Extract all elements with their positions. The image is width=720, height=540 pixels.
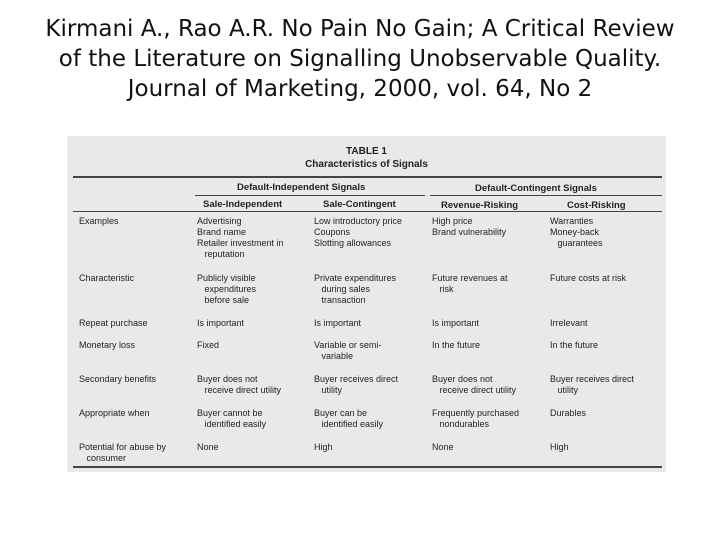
cell-monetary-loss-sale-independent: Fixed [197, 340, 220, 350]
row-label-characteristic: Characteristic [79, 273, 135, 283]
cell-examples-sale-contingent: Low introductory price Coupons Slotting allowances [314, 216, 403, 248]
row-label-secondary-benefits: Secondary benefits [79, 374, 157, 384]
title-line-3: Journal of Marketing, 2000, vol. 64, No 2 [127, 76, 593, 102]
cell-repeat-purchase-sale-independent: Is important [197, 318, 245, 328]
cell-repeat-purchase-cost-risking: Irrelevant [550, 318, 588, 328]
subheader-revenue-risking: Revenue-Risking [441, 200, 519, 211]
cell-examples-cost-risking: Warranties Money-back guarantees [550, 216, 603, 248]
header-bottom-rule [73, 211, 662, 212]
cell-appropriate-when-cost-risking: Durables [550, 408, 587, 418]
cell-secondary-benefits-cost-risking: Buyer receives direct utility [550, 374, 635, 395]
table-bottom-rule [73, 466, 662, 468]
row-label-appropriate-when: Appropriate when [79, 408, 150, 418]
cell-potential-abuse-sale-independent: None [197, 442, 219, 452]
cell-characteristic-cost-risking: Future costs at risk [550, 273, 627, 283]
cell-appropriate-when-sale-contingent: Buyer can be identified easily [314, 408, 384, 429]
subheader-sale-contingent: Sale-Contingent [323, 199, 396, 210]
row-label-potential-for-abuse: Potential for abuse by consumer [79, 442, 167, 463]
cell-repeat-purchase-revenue-risking: Is important [432, 318, 480, 328]
cell-appropriate-when-revenue-risking: Frequently purchased nondurables [432, 408, 520, 429]
table-top-rule [73, 176, 662, 178]
cell-examples-revenue-risking: High price Brand vulnerability [432, 216, 507, 237]
group-header-default-contingent: Default-Contingent Signals [475, 183, 597, 194]
cell-potential-abuse-revenue-risking: None [432, 442, 454, 452]
cell-characteristic-revenue-risking: Future revenues at risk [432, 273, 508, 294]
table-title: Characteristics of Signals [305, 159, 428, 170]
group-header-default-independent: Default-Independent Signals [237, 182, 366, 193]
cell-characteristic-sale-independent: Publicly visible expenditures before sale [197, 273, 257, 305]
group-rule-independent [195, 195, 425, 196]
title-line-1: Kirmani A., Rao A.R. No Pain No Gain; A Critical Review [45, 16, 675, 42]
cell-characteristic-sale-contingent: Private expenditures during sales transaction [314, 273, 397, 305]
cell-monetary-loss-revenue-risking: In the future [432, 340, 481, 350]
cell-potential-abuse-cost-risking: High [550, 442, 569, 452]
subheader-sale-independent: Sale-Independent [203, 199, 283, 210]
cell-repeat-purchase-sale-contingent: Is important [314, 318, 362, 328]
cell-appropriate-when-sale-independent: Buyer cannot be identified easily [197, 408, 267, 429]
cell-potential-abuse-sale-contingent: High [314, 442, 333, 452]
row-label-examples: Examples [79, 216, 119, 226]
cell-secondary-benefits-sale-contingent: Buyer receives direct utility [314, 374, 399, 395]
title-line-2: of the Literature on Signalling Unobservable Quality. [58, 46, 662, 72]
scanned-table-image [67, 136, 666, 472]
row-label-monetary-loss: Monetary loss [79, 340, 136, 350]
cell-secondary-benefits-sale-independent: Buyer does not receive direct utility [197, 374, 282, 395]
table-caption: TABLE 1 [346, 146, 387, 157]
subheader-cost-risking: Cost-Risking [567, 200, 626, 211]
row-label-repeat-purchase: Repeat purchase [79, 318, 148, 328]
group-rule-contingent [430, 195, 662, 196]
cell-secondary-benefits-revenue-risking: Buyer does not receive direct utility [432, 374, 517, 395]
cell-examples-sale-independent: Advertising Brand name Retailer investment in reputation [197, 216, 284, 259]
cell-monetary-loss-cost-risking: In the future [550, 340, 599, 350]
cell-monetary-loss-sale-contingent: Variable or semi- variable [314, 340, 382, 361]
slide-title [0, 14, 720, 104]
